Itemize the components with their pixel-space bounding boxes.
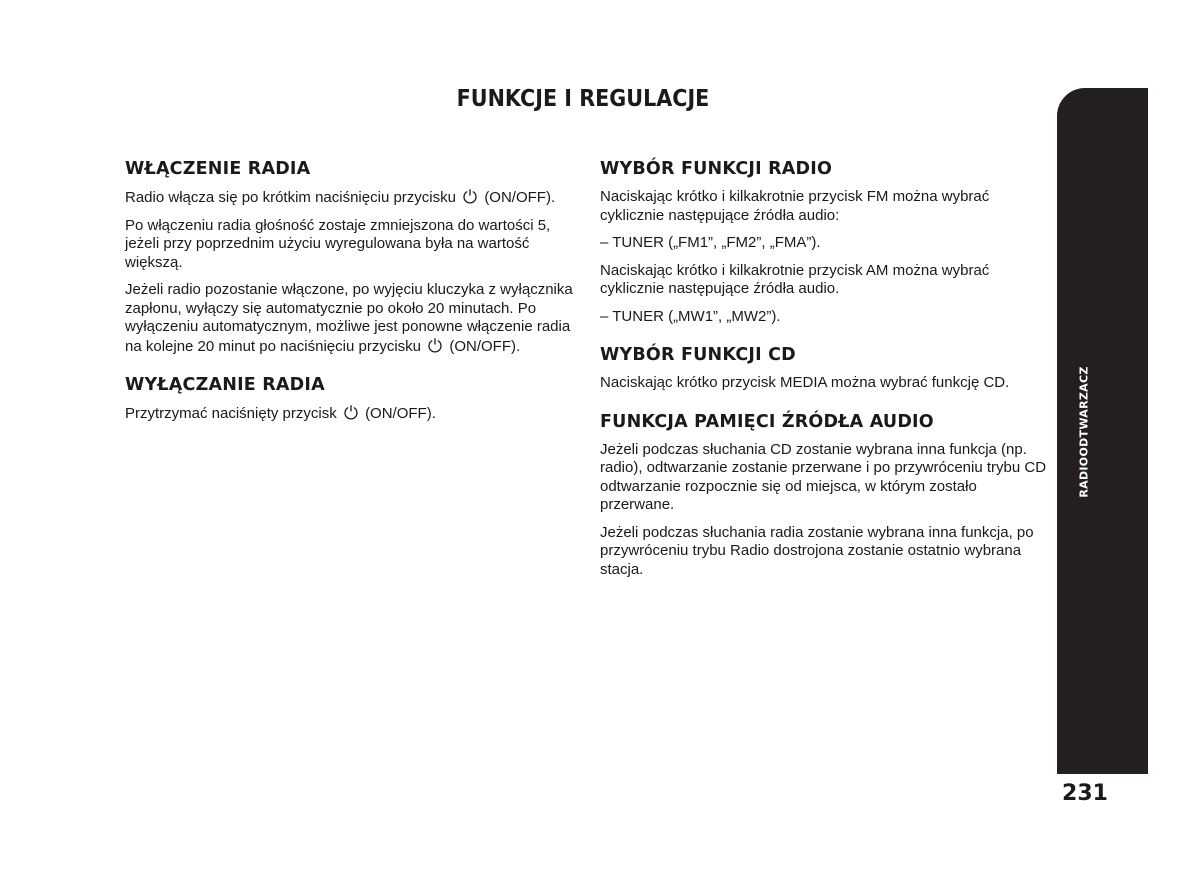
- section-audio-source-memory: [600, 411, 1048, 580]
- paragraph: [125, 188, 573, 208]
- power-icon: [343, 404, 359, 420]
- paragraph: Naciskając krótko i kilkakrotnie przycisk AM można wybrać cyklicznie następujące źródła audio.: [600, 261, 990, 297]
- power-icon: [462, 188, 478, 204]
- section-heading: WYBÓR FUNKCJI RADIO: [600, 159, 833, 179]
- paragraph: Naciskając krótko przycisk MEDIA można wybrać funkcję CD.: [600, 374, 1010, 391]
- section-radio-function: [600, 158, 1048, 326]
- section-radio-off: [125, 374, 573, 424]
- paragraph: Po włączeniu radia głośność zostaje zmniejszona do wartości 5, jeżeli przy poprzednim użyciu wyregulowana była na wartość większą.: [125, 216, 551, 271]
- paragraph: [125, 404, 573, 424]
- left-column: [125, 158, 573, 442]
- paragraph: – TUNER („MW1”, „MW2”).: [600, 307, 781, 325]
- section-radio-on: [125, 158, 573, 356]
- section-heading: WŁĄCZENIE RADIA: [125, 159, 311, 179]
- paragraph: Jeżeli podczas słuchania CD zostanie wybrana inna funkcja (np. radio), odtwarzanie zostanie przerwane i po przywróceniu trybu CD odtwarzanie rozpocznie się od miejsca, w którym zostało przerwane.: [600, 440, 1047, 513]
- paragraph-text: Przytrzymać naciśnięty przycisk: [125, 405, 337, 422]
- page-number: 231: [1062, 781, 1108, 806]
- paragraph: – TUNER („FM1”, „FM2”, „FMA”).: [600, 234, 821, 251]
- paragraph-text: (ON/OFF).: [449, 337, 521, 355]
- section-heading: WYŁĄCZANIE RADIA: [125, 375, 325, 395]
- right-column: [600, 158, 1048, 597]
- paragraph: Jeżeli podczas słuchania radia zostanie wybrana inna funkcja, po przywróceniu trybu Radio dostrojona zostanie ostatnio wybrana stacja.: [600, 523, 1034, 578]
- paragraph: Naciskając krótko i kilkakrotnie przycisk FM można wybrać cyklicznie następujące źródła audio:: [600, 188, 990, 224]
- paragraph: [125, 281, 573, 356]
- section-heading: FUNKCJA PAMIĘCI ŹRÓDŁA AUDIO: [600, 411, 934, 432]
- paragraph-text: Jeżeli radio pozostanie włączone, po wyjęciu kluczyka z wyłącznika zapłonu, wyłączy się automatycznie po około 20 minutach. Po wyłączeniu automatycznym, możliwe jest ponowne włączenie radia na kolejne 20 minut po naciśnięciu przycisku: [125, 281, 573, 355]
- side-tab-text: RADIOODTWARZACZ: [1077, 366, 1091, 498]
- paragraph-text: (ON/OFF).: [484, 189, 556, 206]
- paragraph-text: (ON/OFF).: [365, 405, 436, 422]
- power-icon: [427, 337, 443, 353]
- paragraph-text: Radio włącza się po krótkim naciśnięciu przycisku: [125, 189, 456, 206]
- section-cd-function: [600, 344, 1048, 393]
- page-title: FUNKCJE I REGULACJE: [456, 86, 710, 112]
- side-tab: [1057, 88, 1148, 774]
- section-heading: WYBÓR FUNKCJI CD: [600, 345, 796, 365]
